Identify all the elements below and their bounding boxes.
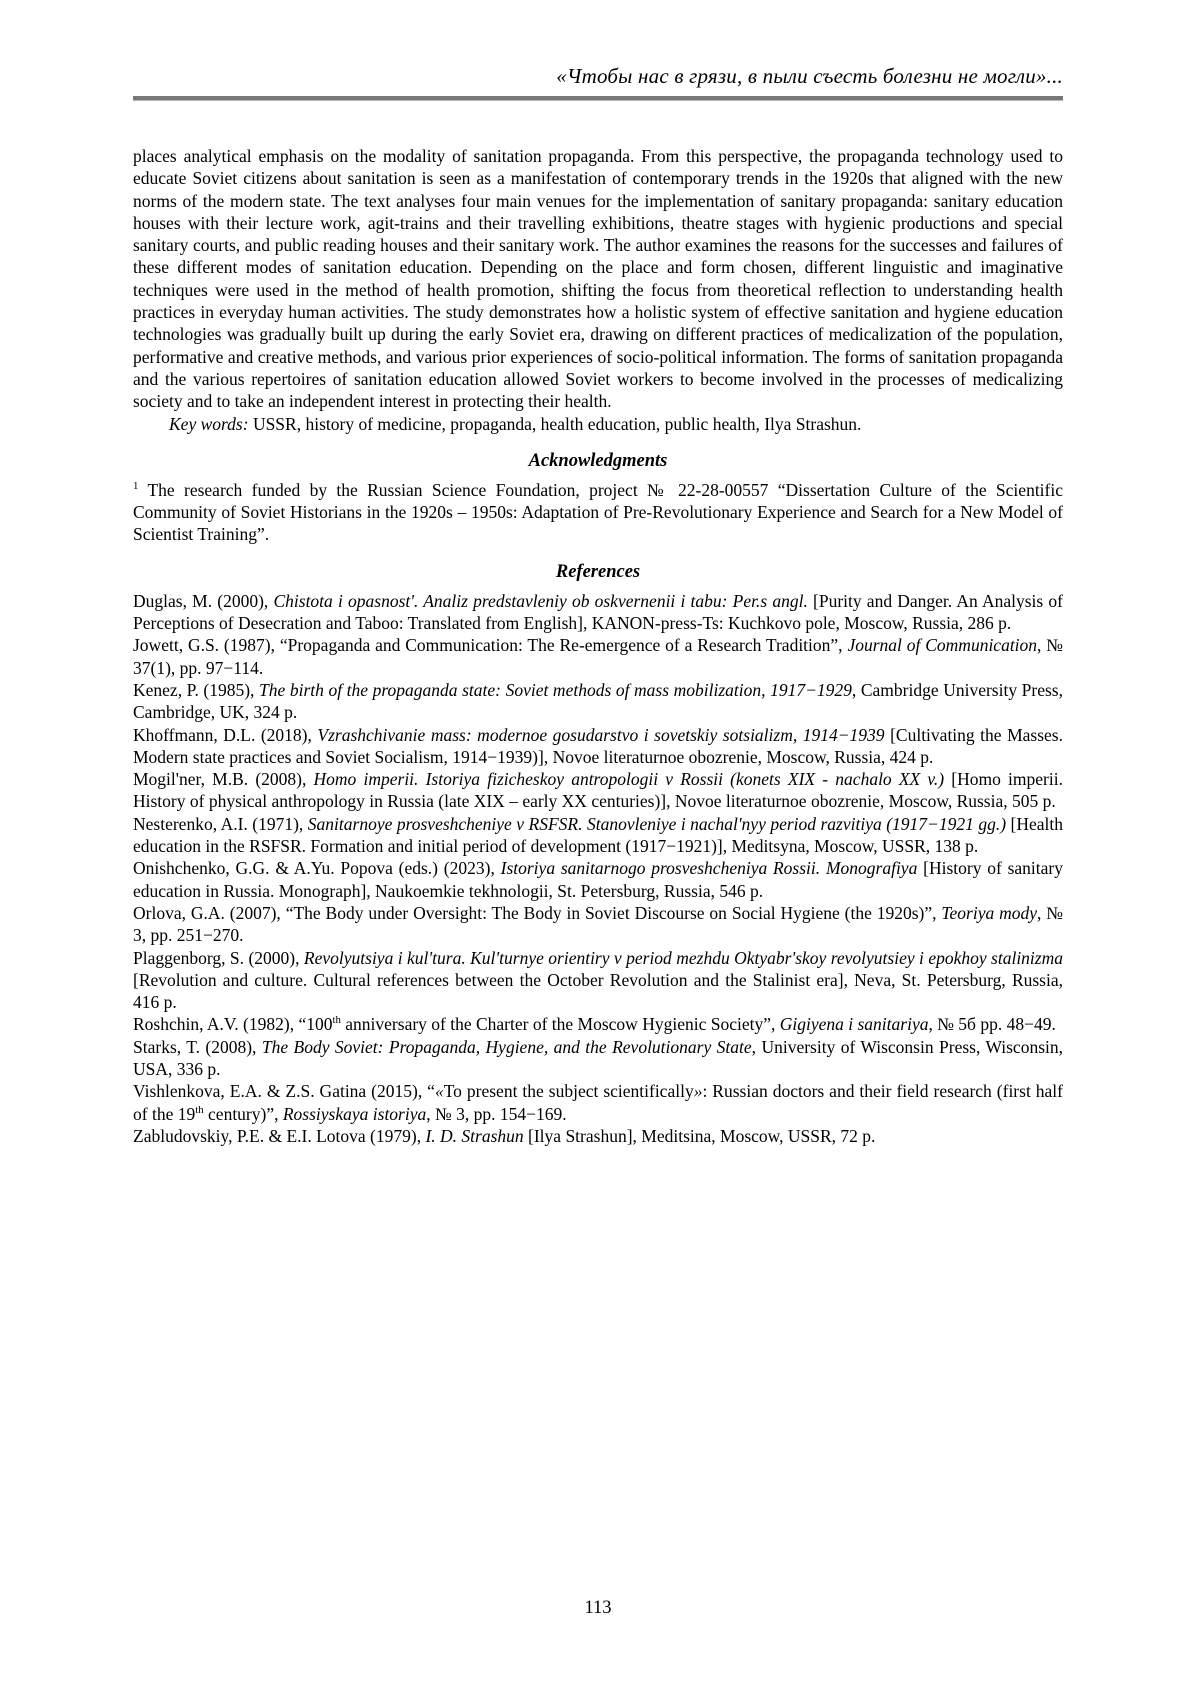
reference-item: Kenez, P. (1985), The birth of the propaganda state: Soviet methods of mass mobilization, 1917−1929, Cambridge University Press, Cambridge, UK, 324 p. <box>133 679 1063 723</box>
reference-item: Nesterenko, A.I. (1971), Sanitarnoye prosveshcheniye v RSFSR. Stanovleniye i nachal'nyy period razvitiya (1917−1921 gg.) [Health education in the RSFSR. Formation and initial period of development (1917−1921)], Meditsyna, Moscow, USSR, 138 p. <box>133 813 1063 857</box>
reference-item: Starks, T. (2008), The Body Soviet: Propaganda, Hygiene, and the Revolutionary State, University of Wisconsin Press, Wisconsin, USA, 336 p. <box>133 1036 1063 1079</box>
reference-list <box>133 590 1063 1147</box>
reference-item: Duglas, M. (2000), Chistota i opasnost'. Analiz predstavleniy ob oskvernenii i tabu: Per.s angl. [Purity and Danger. An Analysis of Perceptions of Desecration and Taboo: Translated from English], KANON-press-Ts: Kuchkovo pole, Moscow, Russia, 286 p. <box>133 590 1063 634</box>
page-number: 113 <box>584 1598 612 1618</box>
acknowledgments-heading: Acknowledgments <box>528 450 668 471</box>
page-body <box>133 145 1063 1147</box>
page-header <box>133 64 1063 101</box>
reference-item: Plaggenborg, S. (2000), Revolyutsiya i kul'tura. Kul'turnye orientiry v period mezhdu Oktyabr'skoy revolyutsiey i epokhoy stalinizma [Revolution and culture. Cultural references between the October Revolution and the Stalinist era], Neva, St. Petersburg, Russia, 416 p. <box>133 947 1063 1013</box>
reference-item: Jowett, G.S. (1987), “Propaganda and Communication: The Re-emergence of a Research Tradition”, Journal of Communication, № 37(1), pp. 97−114. <box>133 635 1063 678</box>
reference-item: Roshchin, A.V. (1982), “100th anniversary of the Charter of the Moscow Hygienic Society”, Gigiyena i sanitariya, № 5б pp. 48−49. <box>133 1014 1056 1035</box>
reference-item: Mogil'ner, M.B. (2008), Homo imperii. Istoriya fizicheskoy antropologii v Rossii (konets XIX - nachalo XX v.) [Homo imperii. History of physical anthropology in Russia (late XIX – early XX centuries)], Novoe literaturnoe obozrenie, Moscow, Russia, 505 p. <box>133 769 1063 812</box>
reference-item: Orlova, G.A. (2007), “The Body under Oversight: The Body in Soviet Discourse on Social Hygiene (the 1920s)”, Teoriya mody, № 3, pp. 251−270. <box>133 902 1064 946</box>
header-rule <box>133 96 1063 101</box>
running-title: «Чтобы нас в грязи, в пыли съесть болезни не могли»... <box>556 64 1063 88</box>
keywords-line: Key words: USSR, history of medicine, propaganda, health education, public health, Ilya Strashun. <box>169 413 862 434</box>
page-content <box>133 64 1063 1147</box>
reference-item: Khoffmann, D.L. (2018), Vzrashchivanie mass: modernoe gosudarstvo i sovetskiy sotsializm, 1914−1939 [Cultivating the Masses. Modern state practices and Soviet Socialism, 1914−1939)], Novoe literaturnoe obozrenie, Moscow, Russia, 424 p. <box>133 724 1063 767</box>
reference-item: Zabludovskiy, P.E. & E.I. Lotova (1979), I. D. Strashun [Ilya Strashun], Meditsina, Moscow, USSR, 72 p. <box>133 1125 876 1146</box>
references-heading: References <box>555 561 641 582</box>
acknowledgments-paragraph: $^1$ The research funded by the Russian Science Foundation, project № 22-28-00557 “Dissertation Culture of the Scientific Community of Soviet Historians in the 1920s – 1950s: Adaptation of Pre-Revolutionary Experience and Search for a New Model of Scientist Training”. <box>133 479 1063 545</box>
reference-item: Onishchenko, G.G. & A.Yu. Popova (eds.) (2023), Istoriya sanitarnogo prosveshcheniya Rossii. Monografiya [History of sanitary education in Russia. Monograph], Naukoemkie tekhnologii, St. Petersburg, Russia, 546 p. <box>133 858 1063 901</box>
abstract-paragraph: places analytical emphasis on the modality of sanitation propaganda. From this perspective, the propaganda technology used to educate Soviet citizens about sanitation is seen as a manifestation of contemporary trends in the 1920s that aligned with the new norms of the modern state. The text analyses four main venues for the implementation of sanitary propaganda: sanitary education houses with their lecture work, agit-trains and their travelling exhibitions, theatre stages with hygienic productions and special sanitary courts, and public reading houses and their sanitary work. The author examines the reasons for the successes and failures of these different modes of sanitation education. Depending on the place and form chosen, different linguistic and imaginative techniques were used in the method of health promotion, shifting the focus from theoretical reflection to understanding health practices in everyday human activities. The study demonstrates how a holistic system of effective sanitation and hygiene education technologies was gradually built up during the early Soviet era, drawing on different practices of medicalization of the population, performative and creative methods, and various prior experiences of socio-political information. The forms of sanitation propaganda and the various repertoires of sanitation education allowed Soviet workers to become involved in the processes of medicalizing society and to take an independent interest in protecting their health. <box>133 146 1063 412</box>
reference-item: Vishlenkova, E.A. & Z.S. Gatina (2015), “«To present the subject scientifically»: Russian doctors and their field research (first half of the 19th century)”, Rossiyskaya istoriya, № 3, pp. 154−169. <box>133 1081 1063 1124</box>
